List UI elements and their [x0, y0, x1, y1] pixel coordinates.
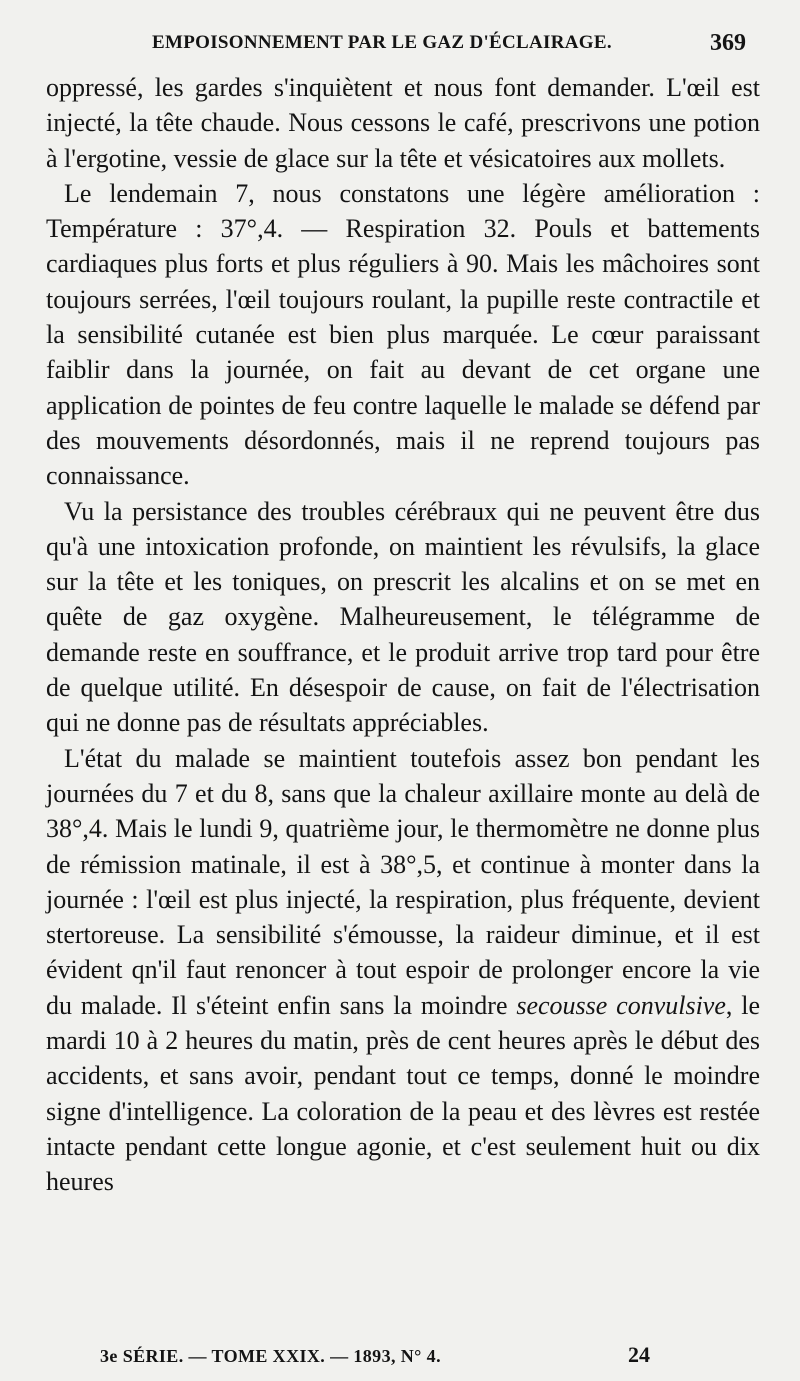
paragraph-continuation: oppressé, les gardes s'inquiètent et nous font demander. L'œil est injecté, la tête chaude. Nous cessons le café, prescrivons une potion à l'ergotine, vessie de glace sur la tête et vésicatoires aux mollets. — [46, 73, 760, 173]
paragraph-etat-du-malade — [46, 741, 760, 1200]
running-head: EMPOISONNEMENT PAR LE GAZ D'ÉCLAIRAGE. — [152, 32, 612, 53]
italic-secousse-convulsive: secousse convulsive — [516, 990, 726, 1020]
sheet-signature-number: 24 — [628, 1342, 650, 1367]
paragraph-amelioration: Le lendemain 7, nous constatons une légère amélioration : Température : 37°,4. — Respiration 32. Pouls et battements cardiaques plus forts et plus réguliers à 90. Mais les mâchoires sont toujours serrées, l'œil toujours roulant, la pupille reste contractile et la sensibilité cutanée est bien plus marquée. Le cœur paraissant faiblir dans la journée, on fait au devant de cet organe une application de pointes de feu contre laquelle le malade se défend par des mouvements désordonnés, mais il ne reprend toujours pas connaissance. — [46, 178, 760, 491]
publication-signature: 3e SÉRIE. — TOME XXIX. — 1893, N° 4. — [100, 1346, 441, 1366]
page-header — [48, 30, 750, 62]
page-number: 369 — [710, 30, 746, 56]
paragraph-etat-text-after-italic: , le mardi 10 à 2 heures du matin, près de cent heures après le début des accidents, et sans avoir, pendant tout ce temps, donné le moindre signe d'intelligence. La coloration de la peau et des lèvres est restée intacte pendant cette longue agonie, et c'est seulement huit ou dix heures — [46, 990, 760, 1197]
paragraph-etat-text-before-italic: L'état du malade se maintient toutefois assez bon pendant les journées du 7 et du 8, sans que la chaleur axillaire monte au delà de 38°,4. Mais le lundi 9, quatrième jour, le thermomètre ne donne plus de rémission matinale, il est à 38°,5, et continue à monter dans la journée : l'œil est plus injecté, la respiration, plus fréquente, devient stertoreuse. La sensibilité s'émousse, la raideur diminue, et il est évident qn'il faut renoncer à tout espoir de prolonger encore la vie du malade. Il s'éteint enfin sans la moindre — [46, 743, 760, 1020]
paragraph-troubles-cerebraux: Vu la persistance des troubles cérébraux qui ne peuvent être dus qu'à une intoxication profonde, on maintient les révulsifs, la glace sur la tête et les toniques, on prescrit les alcalins et on se met en quête de gaz oxygène. Malheureusement, le télégramme de demande reste en souffrance, et le produit arrive trop tard pour être de quelque utilité. En désespoir de cause, on fait de l'électrisation qui ne donne pas de résultats appréciables. — [46, 496, 760, 738]
page-footer — [48, 1342, 750, 1372]
body-text — [46, 70, 760, 1200]
